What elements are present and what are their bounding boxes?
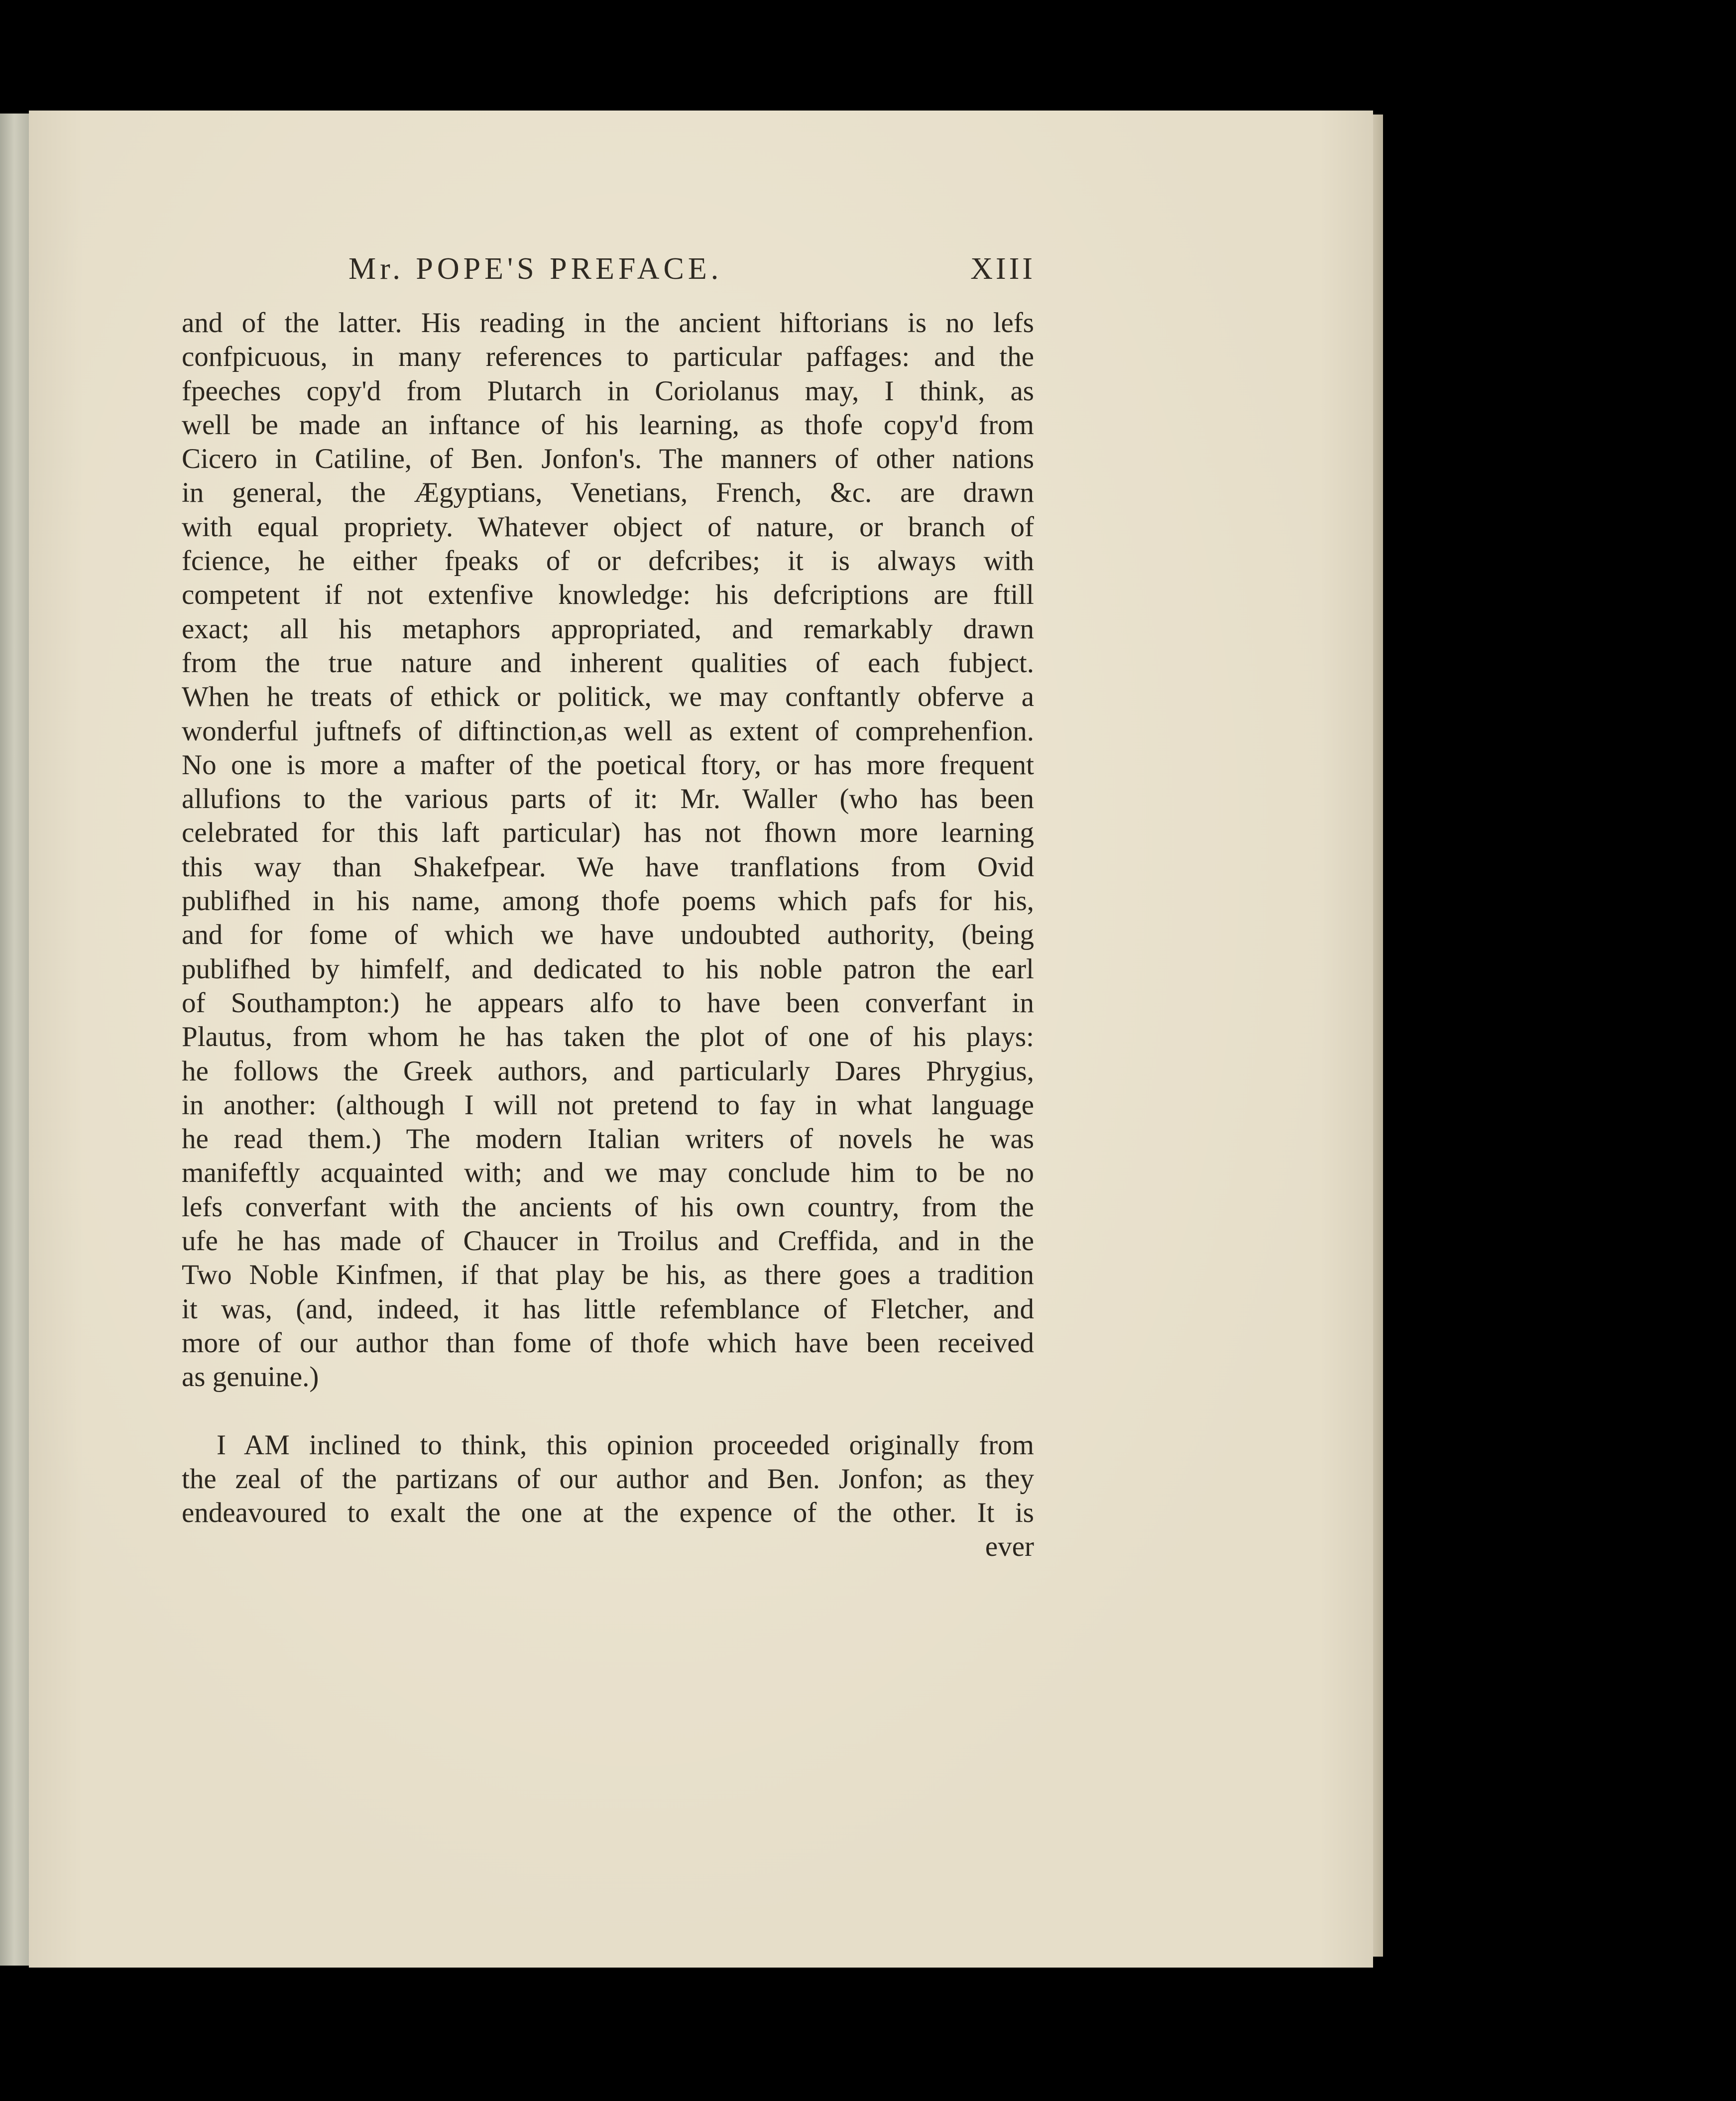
text-line: as genuine.): [182, 1361, 319, 1393]
text-line: fpeeches copy'd from Plutarch in Coriolanus may, I think, as: [182, 375, 1034, 407]
text-line: and of the latter. His reading in the ancient hiftorians is no lefs: [182, 307, 1034, 339]
paragraph-1: [182, 306, 1034, 1395]
page-number: XIII: [970, 252, 1036, 286]
text-line: more of our author than fome of thofe which have been received: [182, 1327, 1034, 1359]
running-head: [319, 251, 1036, 296]
text-line: of Southampton:) he appears alfo to have been converfant in: [182, 987, 1034, 1019]
text-line: confpicuous, in many references to particular paffages: and the: [182, 341, 1034, 373]
text-line: manifeftly acquainted with; and we may conclude him to be no: [182, 1157, 1034, 1189]
text-line: No one is more a mafter of the poetical ftory, or has more frequent: [182, 749, 1034, 781]
text-line: with equal propriety. Whatever object of nature, or branch of: [182, 511, 1034, 543]
text-line: publifhed by himfelf, and dedicated to his noble patron the earl: [182, 953, 1034, 985]
text-line: and for fome of which we have undoubted authority, (being: [182, 919, 1034, 951]
text-line: I AM inclined to think, this opinion proceeded originally from: [217, 1429, 1034, 1461]
text-line: fcience, he either fpeaks of or defcribes; it is always with: [182, 545, 1034, 577]
running-head-title: Mr. POPE'S PREFACE.: [348, 252, 723, 286]
text-line: Two Noble Kinfmen, if that play be his, as there goes a tradition: [182, 1259, 1034, 1291]
paragraph-2: [182, 1428, 1034, 1530]
text-line: ufe he has made of Chaucer in Troilus and Creffida, and in the: [182, 1225, 1034, 1257]
text-line: in general, the Ægyptians, Venetians, French, &c. are drawn: [182, 477, 1034, 509]
text-line: Plautus, from whom he has taken the plot of one of his plays:: [182, 1021, 1034, 1053]
previous-page-edge: [0, 114, 29, 1966]
text-line: endeavoured to exalt the one at the expence of the other. It is: [182, 1497, 1034, 1529]
text-line: publifhed in his name, among thofe poems which pafs for his,: [182, 885, 1034, 917]
text-line: this way than Shakefpear. We have tranflations from Ovid: [182, 851, 1034, 883]
text-line: the zeal of the partizans of our author and Ben. Jonfon; as they: [182, 1463, 1034, 1495]
body-text: [182, 306, 1034, 1564]
text-line: in another: (although I will not pretend to fay in what language: [182, 1089, 1034, 1121]
text-line: it was, (and, indeed, it has little refemblance of Fletcher, and: [182, 1293, 1034, 1325]
catchword: ever: [985, 1531, 1034, 1563]
text-line: he read them.) The modern Italian writers of novels he was: [182, 1123, 1034, 1155]
text-line: allufions to the various parts of it: Mr. Waller (who has been: [182, 783, 1034, 815]
text-line: Cicero in Catiline, of Ben. Jonfon's. The manners of other nations: [182, 443, 1034, 475]
text-line: well be made an inftance of his learning, as thofe copy'd from: [182, 409, 1034, 441]
text-line: he follows the Greek authors, and particularly Dares Phrygius,: [182, 1055, 1034, 1087]
text-line: lefs converfant with the ancients of his own country, from the: [182, 1191, 1034, 1223]
text-line: When he treats of ethick or politick, we may conftantly obferve a: [182, 681, 1034, 713]
paragraph-spacer: [182, 1395, 1034, 1428]
text-line: celebrated for this laft particular) has not fhown more learning: [182, 817, 1034, 849]
text-line: competent if not extenfive knowledge: his defcriptions are ftill: [182, 579, 1034, 611]
text-line: wonderful juftnefs of diftinction,as well as extent of comprehenfion.: [182, 715, 1034, 747]
text-line: from the true nature and inherent qualities of each fubject.: [182, 647, 1034, 679]
text-line: exact; all his metaphors appropriated, and remarkably drawn: [182, 613, 1034, 645]
